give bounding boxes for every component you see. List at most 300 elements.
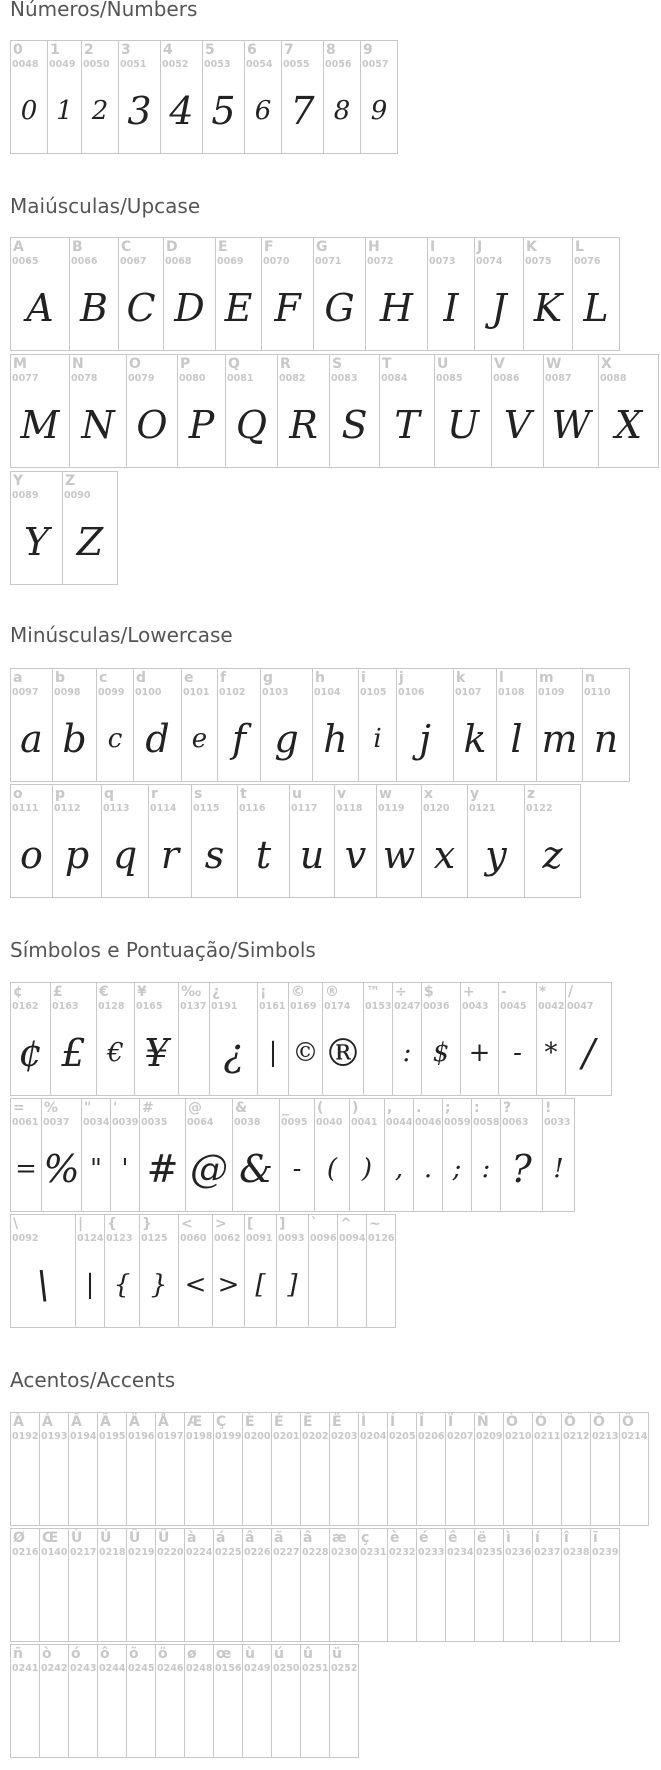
glyph-cell [309,1214,338,1328]
character-code: 0228 [302,1547,329,1558]
glyph-sample: N [81,403,115,447]
character-code: 0038 [234,1117,261,1128]
character-code: 0219 [128,1547,155,1558]
glyph-cell [48,40,82,154]
glyph-sample: 2 [91,96,109,126]
glyph-cell [475,237,524,351]
glyph-cell [238,784,290,898]
character-code: 0074 [476,256,503,267]
glyph-sample: A [26,286,54,330]
character-label: Ä [129,1414,140,1430]
character-label: L [575,239,584,255]
character-code: 0064 [187,1117,214,1128]
glyph-cell [380,354,435,468]
glyph-sample: + [468,1038,491,1068]
glyph-cell [499,982,537,1096]
character-code: 0162 [12,1001,39,1012]
character-label: P [180,356,191,372]
character-label: Ë [332,1414,342,1430]
glyph-sample [179,1015,209,1091]
character-label: Ï [448,1414,454,1430]
glyph-sample [388,1445,416,1521]
glyph-cell [446,1528,475,1642]
glyph-cell [524,237,573,351]
glyph-cell [182,668,218,782]
glyph-cell [497,668,537,782]
glyph-cell [111,1098,140,1212]
character-label: ] [279,1216,286,1232]
glyph-sample: ] [287,1270,298,1300]
glyph-cell [98,1412,127,1526]
glyph-cell [314,237,366,351]
character-code: 0118 [336,803,363,814]
character-label: ! [545,1100,552,1116]
glyph-sample: : [481,1154,491,1184]
character-label: ^ [340,1216,352,1232]
glyph-sample: " [90,1154,102,1184]
glyph-sample: 7 [290,89,315,133]
character-code: 0115 [193,803,220,814]
glyph-cell [525,784,581,898]
glyph-cell [290,784,335,898]
glyph-cell [573,237,620,351]
glyph-cell [185,1412,214,1526]
character-code: 0053 [204,59,231,70]
glyph-cell [186,1098,233,1212]
character-label: ù [245,1646,255,1662]
character-code: 0197 [157,1431,184,1442]
glyph-cell [338,1214,367,1328]
glyph-sample [359,1561,387,1637]
glyph-sample: y [485,833,507,877]
glyph-cell [492,354,544,468]
character-code: 0109 [538,687,565,698]
character-code: 0234 [447,1547,474,1558]
character-label: 8 [326,42,336,58]
character-code: 0055 [283,59,310,70]
glyph-sample: D [174,286,205,330]
glyph-sample [127,1445,155,1521]
character-code: 0169 [290,1001,317,1012]
character-label: R [280,356,291,372]
glyph-sample [562,1445,590,1521]
glyph-cell [258,982,289,1096]
character-label: y [470,786,480,802]
glyph-cell [262,237,314,351]
glyph-sample [156,1445,184,1521]
character-code: 0116 [239,803,266,814]
glyph-cell [504,1412,533,1526]
glyph-cell [119,40,161,154]
character-label: 5 [205,42,215,58]
character-code: 0065 [12,256,39,267]
character-code: 0036 [423,1001,450,1012]
character-code: 0107 [455,687,482,698]
character-code: 0230 [331,1547,358,1558]
character-code: 0202 [302,1431,329,1442]
glyph-sample [69,1677,97,1753]
glyph-cell [468,784,525,898]
character-label: n [585,670,595,686]
glyph-cell [301,1412,330,1526]
character-label: l [499,670,504,686]
character-label: J [477,239,483,255]
glyph-cell [70,237,119,351]
glyph-sample [156,1677,184,1753]
character-label: Ç [216,1414,227,1430]
glyph-sample [330,1445,358,1521]
character-code: 0194 [70,1431,97,1442]
character-code: 0217 [70,1547,97,1558]
character-label: Ã [100,1414,111,1430]
character-label: ã [274,1530,284,1546]
character-code: 0078 [71,373,98,384]
glyph-sample [156,1561,184,1637]
glyph-cell [504,1528,533,1642]
glyph-cell [533,1528,562,1642]
character-code: 0249 [244,1663,271,1674]
glyph-sample [388,1561,416,1637]
character-label: Æ [187,1414,203,1430]
glyph-cell [359,668,397,782]
character-code: 0057 [362,59,389,70]
glyph-cell [161,40,203,154]
character-code: 0051 [120,59,147,70]
character-code: 0121 [469,803,496,814]
glyph-sample: m [541,717,578,761]
glyph-cell [218,668,261,782]
glyph-sample: ¿ [223,1031,244,1075]
glyph-sample [364,1015,392,1091]
character-code: 0044 [386,1117,413,1128]
section-title: Maiúsculas/Upcase [10,194,201,218]
glyph-sample: W [551,403,591,447]
character-label: ¥ [137,984,147,1000]
glyph-sample: p [64,833,90,877]
character-code: 0075 [525,256,552,267]
character-code: 0091 [246,1233,273,1244]
character-code: 0086 [493,373,520,384]
character-label: I [430,239,436,255]
character-label: ó [71,1646,81,1662]
character-label: + [463,984,475,1000]
character-label: N [72,356,84,372]
character-label: 3 [121,42,131,58]
character-code: 0108 [498,687,525,698]
glyph-sample [446,1445,474,1521]
character-label: h [315,670,325,686]
character-code: 0239 [592,1547,619,1558]
character-code: 0098 [54,687,81,698]
glyph-row [10,1412,649,1526]
character-label: . [416,1100,422,1116]
glyph-sample: Z [76,520,104,564]
glyph-sample [446,1561,474,1637]
character-code: 0063 [502,1117,529,1128]
character-label: ‰ [181,984,202,1000]
character-code: 0137 [180,1001,207,1012]
character-label: A [13,239,24,255]
glyph-cell [245,40,282,154]
character-label: 6 [247,42,257,58]
character-label: i [361,670,366,686]
character-code: 0072 [367,256,394,267]
character-label: * [539,984,547,1000]
character-label: / [568,984,574,1000]
glyph-cell [214,1644,243,1758]
glyph-row [10,471,118,585]
glyph-cell [377,784,422,898]
glyph-cell [185,1644,214,1758]
glyph-cell [422,784,468,898]
character-label: k [456,670,466,686]
glyph-cell [422,982,461,1096]
glyph-sample [127,1561,155,1637]
glyph-sample: 5 [211,89,236,133]
glyph-cell [53,668,97,782]
character-label: Y [13,473,24,489]
character-label: D [166,239,178,255]
glyph-sample: d [145,717,170,761]
character-label: ø [187,1646,197,1662]
character-code: 0056 [325,59,352,70]
character-label: ú [274,1646,284,1662]
glyph-sample [185,1445,213,1521]
character-label: 9 [363,42,373,58]
glyph-sample [11,1561,39,1637]
glyph-sample: ; [452,1154,462,1184]
character-code: 0252 [331,1663,358,1674]
character-label: 2 [84,42,94,58]
character-label: Â [71,1414,82,1430]
glyph-sample [330,1561,358,1637]
glyph-cell [119,237,164,351]
character-code: 0061 [12,1117,39,1128]
character-label: ö [158,1646,168,1662]
character-code: 0102 [219,687,246,698]
glyph-sample [214,1677,242,1753]
character-label: - [501,984,507,1000]
glyph-sample: g [274,717,299,761]
glyph-sample [338,1247,366,1323]
glyph-sample: ? [511,1147,532,1191]
character-label: _ [282,1100,289,1116]
character-code: 0250 [273,1663,300,1674]
glyph-cell [501,1098,543,1212]
glyph-cell [127,1412,156,1526]
glyph-cell [323,982,364,1096]
character-label: Ô [564,1414,576,1430]
character-code: 0218 [99,1547,126,1558]
glyph-sample: l [510,717,523,761]
glyph-sample: : [402,1038,412,1068]
glyph-sample: . [423,1154,433,1184]
character-label: ñ [13,1646,23,1662]
character-code: 0096 [310,1233,337,1244]
glyph-sample: ) [361,1154,373,1184]
character-label: u [292,786,302,802]
glyph-sample: o [20,833,43,877]
glyph-cell [280,1098,315,1212]
character-code: 0165 [136,1001,163,1012]
character-label: t [240,786,247,802]
character-label: M [13,356,27,372]
glyph-cell [359,1412,388,1526]
character-label: 7 [284,42,294,58]
character-code: 0237 [534,1547,561,1558]
glyph-sample: 0 [20,96,38,126]
character-code: 0195 [99,1431,126,1442]
glyph-sample: £ [61,1031,86,1075]
character-label: á [216,1530,226,1546]
character-label: Ø [13,1530,25,1546]
character-code: 0049 [49,59,76,70]
character-code: 0211 [534,1431,561,1442]
character-code: 0207 [447,1431,474,1442]
character-code: 0099 [98,687,125,698]
character-code: 0243 [70,1663,97,1674]
glyph-cell [178,354,226,468]
character-label: à [187,1530,197,1546]
glyph-sample [98,1445,126,1521]
glyph-cell [330,1412,359,1526]
glyph-sample: Q [235,403,268,447]
character-label: @ [188,1100,202,1116]
character-label: £ [53,984,63,1000]
character-code: 0088 [600,373,627,384]
character-label: Ñ [477,1414,489,1430]
character-code: 0047 [567,1001,594,1012]
glyph-cell [388,1528,417,1642]
character-code: 0163 [52,1001,79,1012]
glyph-cell [583,668,630,782]
character-label: Ù [71,1530,83,1546]
glyph-sample: S [341,403,368,447]
character-label: Á [42,1414,53,1430]
character-code: 0120 [423,803,450,814]
glyph-cell [76,1214,105,1328]
glyph-cell [475,1412,504,1526]
glyph-cell [335,784,377,898]
glyph-cell [272,1528,301,1642]
glyph-sample: , [394,1154,404,1184]
section-title: Acentos/Accents [10,1368,176,1392]
character-code: 0199 [215,1431,242,1442]
character-code: 0037 [43,1117,70,1128]
glyph-sample: | [85,1270,95,1300]
glyph-cell [127,1644,156,1758]
glyph-sample: @ [190,1147,228,1191]
glyph-cell [278,354,330,468]
glyph-sample: ( [326,1154,338,1184]
character-label: o [13,786,23,802]
character-label: U [437,356,449,372]
glyph-sample [301,1677,329,1753]
character-label: j [399,670,404,686]
character-label: O [129,356,141,372]
glyph-sample [367,1247,395,1323]
glyph-sample: r [160,833,180,877]
glyph-sample: & [239,1147,273,1191]
glyph-sample: H [379,286,414,330]
character-label: Ú [100,1530,112,1546]
glyph-cell [366,237,428,351]
character-label: d [136,670,147,686]
character-label: ) [352,1100,359,1116]
glyph-cell [272,1644,301,1758]
glyph-sample: - [513,1038,522,1068]
glyph-cell [179,982,210,1096]
glyph-sample [301,1561,329,1637]
glyph-cell [472,1098,501,1212]
character-code: 0247 [394,1001,421,1012]
glyph-cell [475,1528,504,1642]
glyph-cell [435,354,492,468]
glyph-cell [11,1098,42,1212]
character-label: X [601,356,612,372]
character-code: 0204 [360,1431,387,1442]
glyph-cell [301,1528,330,1642]
glyph-cell [156,1528,185,1642]
character-label: Ì [361,1414,367,1430]
glyph-sample [359,1445,387,1521]
glyph-sample: % [43,1147,80,1191]
glyph-cell [330,1644,359,1758]
glyph-sample [417,1445,445,1521]
glyph-cell [127,354,178,468]
character-label: g [263,670,274,686]
character-code: 0246 [157,1663,184,1674]
character-code: 0233 [418,1547,445,1558]
character-code: 0238 [563,1547,590,1558]
character-code: 0105 [360,687,387,698]
character-code: 0201 [273,1431,300,1442]
glyph-cell [69,1644,98,1758]
character-code: 0206 [418,1431,445,1442]
glyph-sample: = [15,1154,37,1184]
character-code: 0251 [302,1663,329,1674]
character-code: 0068 [165,256,192,267]
glyph-cell [562,1528,591,1642]
character-code: 0140 [41,1547,68,1558]
character-label: % [44,1100,59,1116]
character-label: [ [247,1216,254,1232]
glyph-cell [243,1644,272,1758]
character-code: 0052 [162,59,189,70]
character-code: 0244 [99,1663,126,1674]
character-code: 0113 [103,803,130,814]
character-code: 0034 [83,1117,110,1128]
character-code: 0073 [429,256,456,267]
character-label: c [99,670,108,686]
glyph-cell [214,1412,243,1526]
character-label: í [535,1530,540,1546]
character-label: û [303,1646,313,1662]
character-label: Å [158,1414,169,1430]
glyph-sample: \ [36,1263,50,1307]
glyph-cell [127,1528,156,1642]
character-label: ~ [369,1216,381,1232]
glyph-cell [289,982,323,1096]
character-label: ® [325,984,339,1000]
character-label: ü [332,1646,342,1662]
glyph-row [10,1528,620,1642]
glyph-cell [213,1214,245,1328]
glyph-row [10,982,612,1096]
character-label: â [303,1530,313,1546]
glyph-cell [543,1098,575,1212]
character-label: f [220,670,227,686]
